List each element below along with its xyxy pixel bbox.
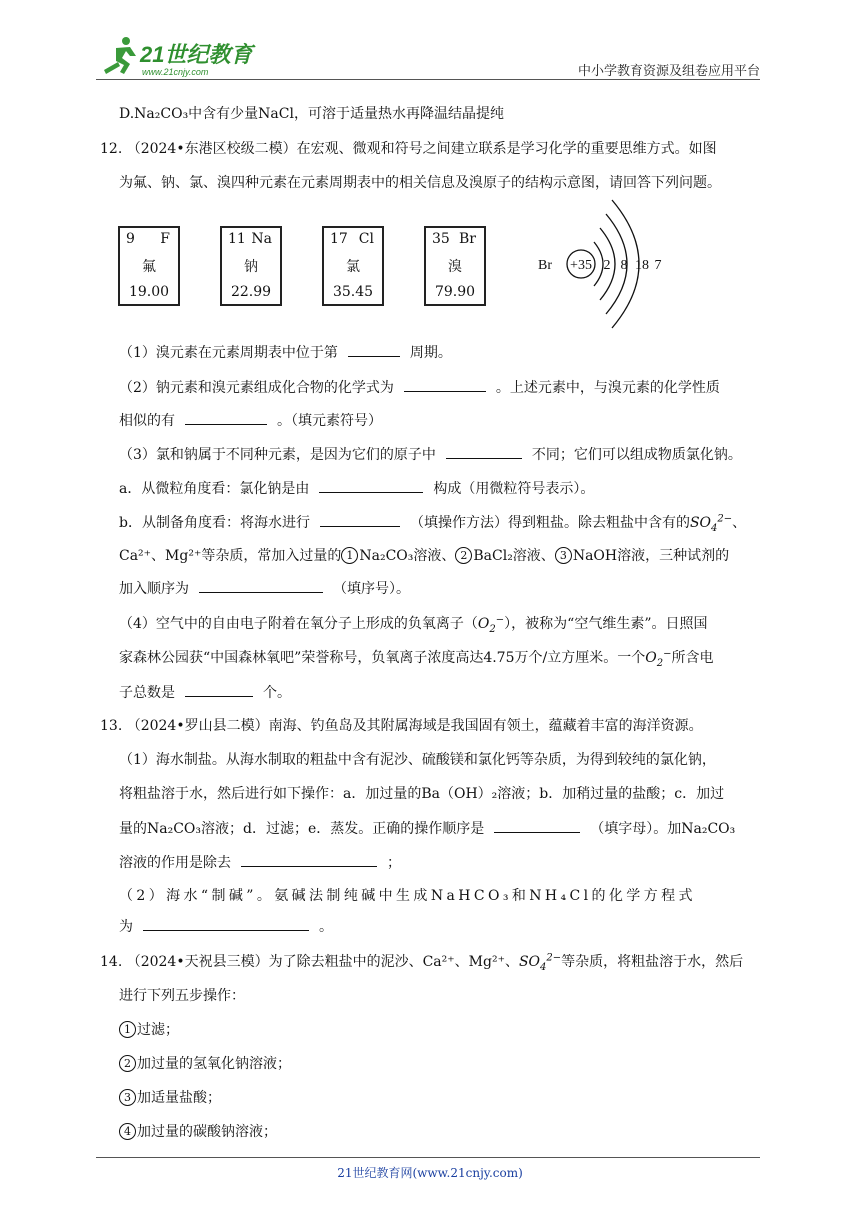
- answer-blank[interactable]: [319, 478, 423, 493]
- q12-part3-reagents: [119, 546, 729, 566]
- q13-part1-line4: [119, 852, 401, 873]
- element-name: 氯: [346, 259, 360, 275]
- q13-intro: 13. （2024•罗山县二模）南海、钓鱼岛及其附属海域是我国固有领土，蕴藏着丰富的海洋资源。: [100, 718, 703, 734]
- answer-blank[interactable]: [143, 916, 309, 931]
- q14-step-4: [119, 1122, 277, 1142]
- q12-part4-text2: 家森林公园获“中国森林氧吧”荣誉称号，负氧离子浓度高达4.75万个/立方厘米。一个: [119, 650, 646, 666]
- q14-step-3: [119, 1088, 221, 1108]
- q12-part4: [119, 614, 707, 634]
- q13-part1-text4: 溶液的作用是除去: [119, 855, 231, 871]
- runner-icon: [104, 37, 136, 74]
- q13-part2-text2: 为: [119, 919, 133, 935]
- q12-part4-tail3: 个。: [263, 685, 291, 701]
- logo-url: www.21cnjy.com: [142, 67, 209, 77]
- q12-part3-order: [119, 578, 410, 599]
- element-mass: 22.99: [230, 284, 272, 300]
- element-name: 溴: [448, 259, 462, 275]
- element-mass: 79.90: [434, 284, 476, 300]
- step-text: 加过量的氢氧化钠溶液；: [137, 1056, 291, 1072]
- header-divider: [96, 79, 760, 80]
- q13-part2-line2: [119, 916, 333, 937]
- element-name: 钠: [244, 259, 258, 275]
- q12-intro-line1: 12. （2024•东港区校级二模）在宏观、微观和符号之间建立联系是学习化学的重要思维方式。如图: [100, 141, 717, 157]
- element-symbol: Na: [251, 231, 272, 247]
- atom-symbol: Br: [538, 258, 552, 273]
- q12-part4-text3: 子总数是: [119, 685, 175, 701]
- q13-part1-line1: （1）海水制盐。从海水制取的粗盐中含有泥沙、硫酸镁和氯化钙等杂质，为得到较纯的氯化钠，: [119, 752, 716, 768]
- bromine-atom-diagram: [530, 196, 680, 332]
- option-d: D.Na₂CO₃中含有少量NaCl，可溶于适量热水再降温结晶提纯: [119, 106, 504, 122]
- q14-step-1: [119, 1020, 179, 1040]
- shell-count-2: 8: [620, 258, 628, 273]
- platform-name: 中小学教育资源及组卷应用平台: [577, 64, 760, 79]
- step-text: 加适量盐酸；: [137, 1090, 221, 1106]
- answer-blank[interactable]: [199, 578, 323, 593]
- q12-part2-text2: 相似的有: [119, 413, 175, 429]
- q12-part2-tail2: 。（填元素符号）: [277, 413, 382, 429]
- element-card-cl: [322, 226, 384, 306]
- q14-intro-text: 14. （2024•天祝县三模）为了除去粗盐中的泥沙、Ca²⁺、Mg²⁺、: [100, 954, 519, 970]
- answer-blank[interactable]: [404, 377, 486, 392]
- element-name: 氟: [142, 259, 156, 275]
- circled-number-1: 1: [341, 547, 358, 564]
- q12-part3-order-text: 加入顺序为: [119, 581, 189, 597]
- q12-part2-tail: 。上述元素中，与溴元素的化学性质: [495, 380, 720, 396]
- answer-blank[interactable]: [348, 342, 400, 357]
- q13-part1-tail3: （填字母）。加Na₂CO₃: [590, 821, 736, 837]
- reagent-naoh: NaOH溶液，三种试剂的: [572, 548, 730, 564]
- step-text: 加过量的碳酸钠溶液；: [137, 1124, 277, 1140]
- element-card-f: [118, 226, 180, 306]
- q12-part3-b-text: b．从制备角度看：将海水进行: [119, 515, 310, 531]
- answer-blank[interactable]: [446, 444, 522, 459]
- page-header: [96, 30, 760, 82]
- q12-part4-line2: [119, 648, 713, 668]
- answer-blank[interactable]: [185, 410, 267, 425]
- step-text: 过滤；: [137, 1022, 179, 1038]
- shell-count-1: 2: [603, 258, 611, 273]
- shell-count-3: 18: [635, 258, 649, 273]
- reagent-na2co3: Na₂CO₃溶液、: [359, 548, 456, 564]
- q12-part3: [119, 444, 742, 465]
- sulfate-ion: $SO_4^{2-}$: [518, 952, 562, 973]
- circled-number-2: 2: [119, 1055, 136, 1072]
- reagent-bacl2: BaCl₂溶液、: [473, 548, 555, 564]
- element-symbol: Br: [459, 231, 476, 247]
- q12-part1-tail: 周期。: [409, 345, 452, 361]
- element-number: 9: [126, 231, 135, 247]
- q12-part3-tail: 不同；它们可以组成物质氯化钠。: [531, 447, 742, 463]
- q13-part2-line1: （2）海水“制碱”。氨碱法制纯碱中生成NaHCO₃和NH₄Cl的化学方程式: [119, 888, 696, 904]
- shell-count-4: 7: [654, 258, 662, 273]
- element-card-na: [220, 226, 282, 306]
- q12-part2-line2: [119, 410, 382, 431]
- q12-part3-b-tail: （填操作方法）得到粗盐。除去粗盐中含有的: [409, 515, 690, 531]
- circled-number-4: 4: [119, 1123, 136, 1140]
- q14-intro-tail: 等杂质，将粗盐溶于水，然后: [561, 954, 744, 970]
- superoxide-ion: $O_2^-$: [645, 648, 672, 669]
- element-number: 11: [228, 231, 246, 247]
- footer-divider: [96, 1157, 760, 1158]
- q12-part3-text: （3）氯和钠属于不同种元素，是因为它们的原子中: [119, 447, 436, 463]
- q12-part3-order-tail: （填序号）。: [333, 581, 410, 597]
- q12-intro-line2: 为氟、钠、氯、溴四种元素在元素周期表中的相关信息及溴原子的结构示意图，请回答下列问题。: [119, 175, 721, 191]
- q12-part3-ions: Ca²⁺、Mg²⁺等杂质，常加入过量的: [119, 548, 342, 564]
- q12-part1: [119, 342, 452, 363]
- sulfate-ion: $SO_4^{2-}$: [689, 513, 733, 534]
- circled-number-3: 3: [555, 547, 572, 564]
- logo-text: 21世纪教育: [140, 42, 253, 67]
- footer-link[interactable]: 21世纪教育网(www.21cnjy.com): [337, 1166, 523, 1180]
- q14-intro-line1: [100, 952, 743, 972]
- element-number: 17: [330, 231, 348, 247]
- site-logo: [96, 34, 266, 78]
- q14-step-2: [119, 1054, 291, 1074]
- q12-part4-text: （4）空气中的自由电子附着在氧分子上形成的负氧离子（: [119, 616, 478, 632]
- q14-intro-line2: 进行下列五步操作：: [119, 988, 245, 1004]
- answer-blank[interactable]: [320, 512, 400, 527]
- element-card-br: [424, 226, 486, 306]
- q12-part4-tail2: 所含电: [671, 650, 714, 666]
- circled-number-3: 3: [119, 1089, 136, 1106]
- q12-part1-text: （1）溴元素在元素周期表中位于第: [119, 345, 338, 361]
- q12-part3-a: [119, 478, 594, 499]
- element-mass: 35.45: [332, 284, 374, 300]
- q12-part3-a-tail: 构成（用微粒符号表示）。: [433, 481, 595, 497]
- answer-blank[interactable]: [185, 682, 253, 697]
- q13-part1-text3: 量的Na₂CO₃溶液；d．过滤；e．蒸发。正确的操作顺序是: [119, 821, 485, 837]
- q12-part3-b: b．从制备角度看：将海水进行 （填操作方法）得到粗盐。除去粗盐中含有的$SO_4^{2-}$、: [119, 513, 747, 534]
- circled-number-2: 2: [455, 547, 472, 564]
- element-symbol: F: [160, 231, 170, 247]
- circled-number-1: 1: [119, 1021, 136, 1038]
- q12-part4-tail: ），被称为“空气维生素”。日照国: [504, 616, 708, 632]
- q13-part1-line2: 将粗盐溶于水，然后进行如下操作：a．加过量的Ba（OH）₂溶液；b．加稍过量的盐酸；c．加过: [119, 786, 725, 802]
- q13-part1-tail4: ；: [387, 855, 401, 871]
- element-mass: 19.00: [128, 284, 170, 300]
- q12-part4-line3: [119, 682, 291, 703]
- q13-part2-tail2: 。: [319, 919, 333, 935]
- q12-part3-a-text: a．从微粒角度看：氯化钠是由: [119, 481, 310, 497]
- superoxide-ion: $O_2^-$: [477, 614, 505, 635]
- element-symbol: Cl: [358, 231, 374, 247]
- q12-part2-text: （2）钠元素和溴元素组成化合物的化学式为: [119, 380, 394, 396]
- q12-part2: [119, 377, 720, 398]
- q13-part1-line3: [119, 818, 735, 839]
- element-number: 35: [432, 231, 450, 247]
- nucleus-charge: +35: [570, 258, 592, 273]
- answer-blank[interactable]: [494, 818, 580, 833]
- answer-blank[interactable]: [241, 852, 377, 867]
